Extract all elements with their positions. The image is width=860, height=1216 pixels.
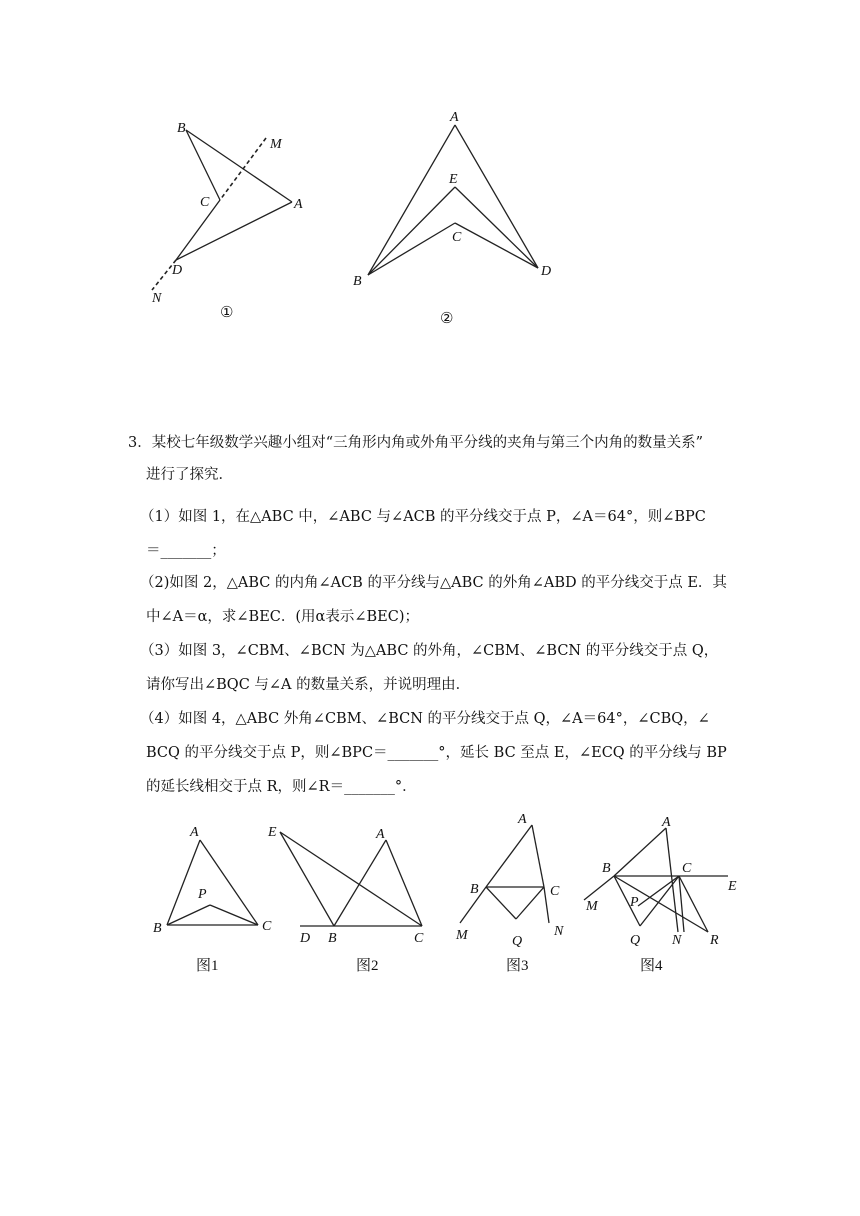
label-b: B xyxy=(177,121,186,136)
part4-line-2: BCQ 的平分线交于点 P，则∠BPC＝_______°，延长 BC 至点 E，∠ECQ 的平分线与 BP xyxy=(146,745,727,761)
segment-qc xyxy=(516,887,544,919)
ray-bm xyxy=(584,876,614,900)
label-c: C xyxy=(682,861,692,876)
figure-caption: 图1 xyxy=(196,958,219,974)
label-a: A xyxy=(376,827,385,842)
label-n: N xyxy=(554,924,564,939)
label-r: R xyxy=(710,933,719,948)
figure-caption: ② xyxy=(440,311,454,327)
figure-caption: 图2 xyxy=(356,958,379,974)
label-p: P xyxy=(630,895,639,910)
segment-ba xyxy=(334,840,386,926)
label-b: B xyxy=(328,931,337,946)
figure-caption: 图3 xyxy=(506,958,529,974)
label-d: D xyxy=(541,264,552,279)
segment-ab xyxy=(486,825,532,887)
segment-eb xyxy=(280,832,334,926)
bottom-figure-1 xyxy=(150,820,280,980)
figure-caption: ① xyxy=(220,305,234,321)
label-d: D xyxy=(300,931,311,946)
label-m: M xyxy=(270,137,282,152)
part2-line-2: 中∠A＝α，求∠BEC．(用α表示∠BEC)； xyxy=(146,609,419,625)
part3-line-1: （3）如图 3，∠CBM、∠BCN 为△ABC 的外角，∠CBM、∠BCN 的平分线交于点 Q， xyxy=(140,643,719,659)
top-figure-1 xyxy=(130,110,320,330)
segment-ad xyxy=(455,125,538,268)
label-d: D xyxy=(172,263,183,278)
top-figure-2 xyxy=(345,105,575,330)
segment-ac xyxy=(532,825,544,887)
label-c: C xyxy=(550,884,560,899)
label-e: E xyxy=(728,879,737,894)
bottom-figure-3 xyxy=(450,805,580,980)
label-c: C xyxy=(200,195,210,210)
segment-ac xyxy=(386,840,422,926)
label-n: N xyxy=(672,933,682,948)
label-c: C xyxy=(414,931,424,946)
label-m: M xyxy=(456,928,468,943)
label-e: E xyxy=(268,825,277,840)
segment-ab xyxy=(614,828,666,876)
label-b: B xyxy=(470,882,479,897)
segment-bq xyxy=(486,887,516,919)
label-n: N xyxy=(152,291,162,306)
label-c: C xyxy=(262,919,272,934)
part4-line-1: （4）如图 4，△ABC 外角∠CBM、∠BCN 的平分线交于点 Q，∠A＝64°，∠CBQ，∠ xyxy=(140,711,710,727)
label-a: A xyxy=(294,197,303,212)
label-a: A xyxy=(450,110,459,125)
bottom-figure-2 xyxy=(262,820,442,980)
part2-line-1: （2)如图 2，△ABC 的内角∠ACB 的平分线与△ABC 的外角∠ABD 的平分线交于点 E．其 xyxy=(140,575,727,591)
label-e: E xyxy=(449,172,458,187)
label-b: B xyxy=(353,274,362,289)
label-q: Q xyxy=(512,934,523,949)
part1-line-1: （1）如图 1，在△ABC 中，∠ABC 与∠ACB 的平分线交于点 P，∠A＝64°，则∠BPC xyxy=(140,509,706,525)
segment-bc xyxy=(186,130,220,200)
segment-cd xyxy=(176,200,220,260)
part1-line-2: ＝_______； xyxy=(146,543,226,559)
bottom-figure-4 xyxy=(578,810,748,980)
figure-caption: 图4 xyxy=(640,958,663,974)
segment-ed xyxy=(455,187,538,268)
part3-line-2: 请你写出∠BQC 与∠A 的数量关系，并说明理由． xyxy=(146,677,471,693)
ray-cn xyxy=(544,887,549,923)
part4-line-3: 的延长线相交于点 R，则∠R＝_______°． xyxy=(146,779,417,795)
problem-intro-line-1: 3．某校七年级数学兴趣小组对“三角形内角或外角平分线的夹角与第三个内角的数量关系” xyxy=(128,435,704,451)
dashed-line-mc xyxy=(220,138,266,200)
label-b: B xyxy=(153,921,162,936)
label-a: A xyxy=(662,815,671,830)
label-c: C xyxy=(452,230,462,245)
label-a: A xyxy=(518,812,527,827)
label-m: M xyxy=(586,899,598,914)
problem-intro-line-2: 进行了探究． xyxy=(146,467,233,483)
label-b: B xyxy=(602,861,611,876)
segment-ec xyxy=(280,832,422,926)
label-p: P xyxy=(198,887,207,902)
label-a: A xyxy=(190,825,199,840)
segment-da xyxy=(176,202,292,260)
label-q: Q xyxy=(630,933,641,948)
problem-number: 3 xyxy=(128,435,138,451)
